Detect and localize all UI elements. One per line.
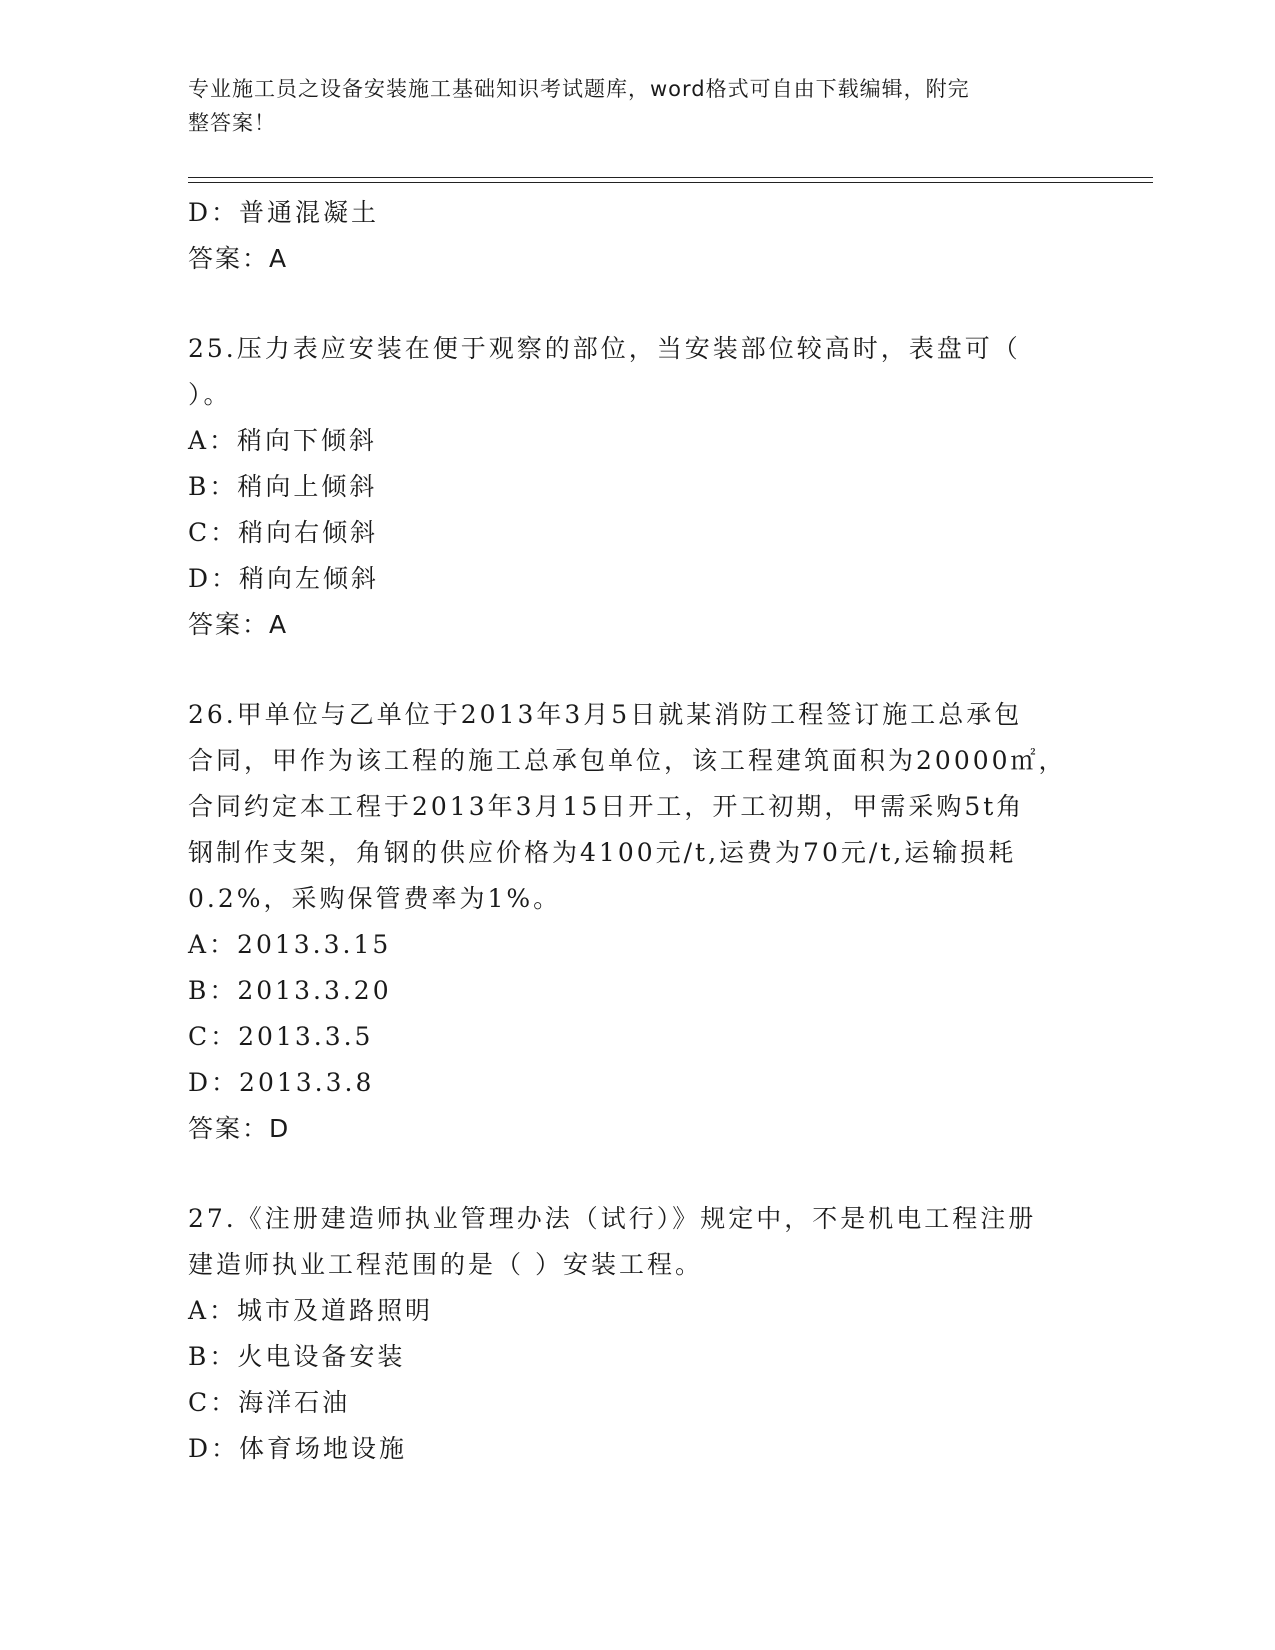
- header-line-1: 专业施工员之设备安装施工基础知识考试题库，word格式可自由下载编辑，附完: [188, 77, 970, 101]
- option-b: B：2013.3.20: [188, 976, 392, 1005]
- question-stem-line: 合同，甲作为该工程的施工总承包单位，该工程建筑面积为20000㎡，: [188, 746, 1067, 775]
- spacer: [188, 648, 1088, 692]
- option-d: D：普通混凝土: [188, 198, 380, 227]
- question-stem-line: 合同约定本工程于2013年3月15日开工，开工初期，甲需采购5t角: [188, 792, 1025, 821]
- option-b: B：稍向上倾斜: [188, 472, 378, 501]
- question-24-tail: [188, 190, 1088, 282]
- question-list: [188, 190, 1088, 1472]
- answer-line: 答案：A: [188, 244, 289, 273]
- header-divider-bottom: [188, 182, 1153, 183]
- question-stem-line: 25.压力表应安装在便于观察的部位，当安装部位较高时，表盘可（: [188, 334, 1021, 363]
- option-b: B：火电设备安装: [188, 1342, 406, 1371]
- question-stem-line: ）。: [188, 380, 232, 409]
- option-a: A：稍向下倾斜: [188, 426, 378, 455]
- question-stem-line: 0.2%，采购保管费率为1%。: [188, 884, 562, 913]
- question-26: [188, 692, 1088, 1152]
- answer-line: 答案：D: [188, 1114, 291, 1143]
- document-header: [188, 72, 1068, 140]
- question-stem-line: 建造师执业工程范围的是（ ）安装工程。: [188, 1250, 703, 1279]
- option-d: D：稍向左倾斜: [188, 564, 380, 593]
- header-line-2: 整答案！: [188, 111, 276, 135]
- spacer: [188, 282, 1088, 326]
- option-c: C：海洋石油: [188, 1388, 351, 1417]
- header-divider-top: [188, 177, 1153, 178]
- option-a: A：2013.3.15: [188, 930, 392, 959]
- option-d: D：2013.3.8: [188, 1068, 375, 1097]
- option-a: A：城市及道路照明: [188, 1296, 434, 1325]
- option-c: C：稍向右倾斜: [188, 518, 379, 547]
- answer-line: 答案：A: [188, 610, 289, 639]
- option-d: D：体育场地设施: [188, 1434, 408, 1463]
- question-stem-line: 26.甲单位与乙单位于2013年3月5日就某消防工程签订施工总承包: [188, 700, 1023, 729]
- question-27: [188, 1196, 1088, 1472]
- question-25: [188, 326, 1088, 648]
- question-stem-line: 钢制作支架，角钢的供应价格为4100元/t,运费为70元/t,运输损耗: [188, 838, 1017, 867]
- option-c: C：2013.3.5: [188, 1022, 374, 1051]
- spacer: [188, 1152, 1088, 1196]
- question-stem-line: 27.《注册建造师执业管理办法（试行）》规定中，不是机电工程注册: [188, 1204, 1037, 1233]
